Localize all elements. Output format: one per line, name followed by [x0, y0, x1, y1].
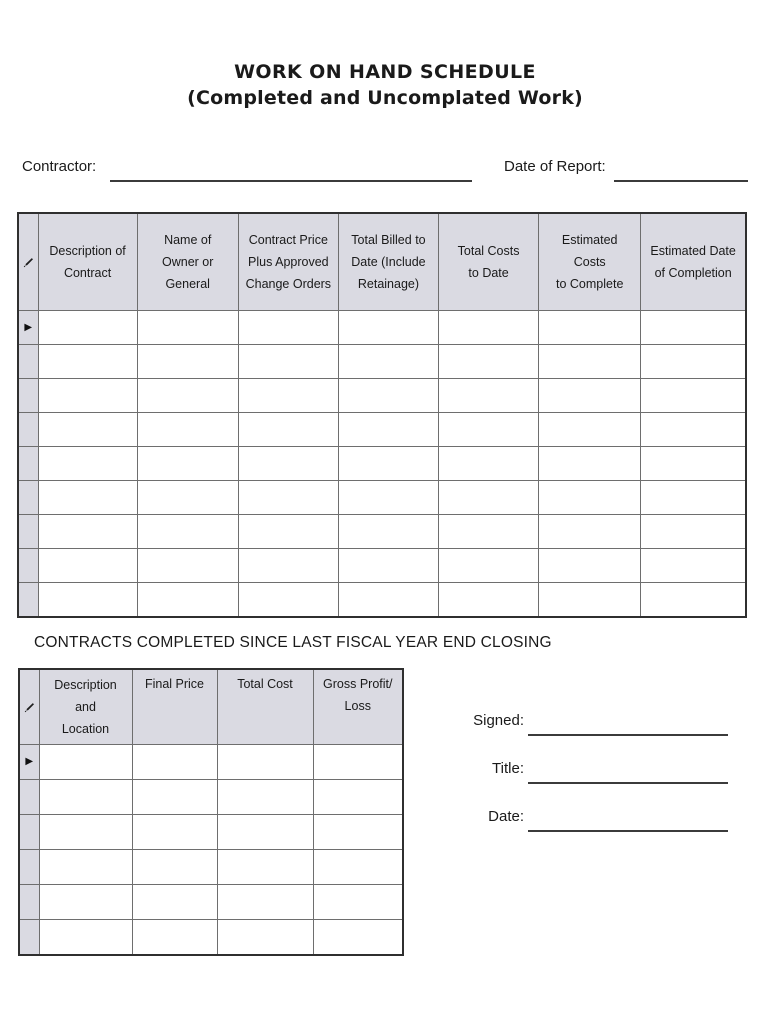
- cell-contract-price[interactable]: [238, 583, 338, 618]
- table-row[interactable]: [19, 885, 403, 920]
- pen-select-icon: [21, 257, 36, 268]
- cell-total-costs-to-date[interactable]: [439, 447, 539, 481]
- row-gutter[interactable]: [18, 413, 38, 447]
- header-line: General: [165, 277, 210, 291]
- cell-estimated-date-of-completion[interactable]: [641, 549, 746, 583]
- cell-description-of-contract[interactable]: [38, 379, 137, 413]
- cell-estimated-costs-to-complete[interactable]: [539, 481, 641, 515]
- cell-total-billed-to-date[interactable]: [338, 583, 438, 618]
- cell-description-of-contract[interactable]: [38, 345, 137, 379]
- header-line: Name of: [164, 233, 212, 247]
- column-header-total-costs-to-date[interactable]: [439, 213, 539, 311]
- header-line: Owner or: [162, 255, 214, 269]
- cell-description-and-location[interactable]: [39, 780, 132, 815]
- completed-contracts-table: [18, 668, 404, 956]
- column-header-description-of-contract[interactable]: [38, 213, 137, 311]
- cell-contract-price[interactable]: [238, 515, 338, 549]
- row-gutter[interactable]: [18, 549, 38, 583]
- column-header-total-billed-to-date[interactable]: [338, 213, 438, 311]
- cell-description-of-contract[interactable]: [38, 481, 137, 515]
- row-marker-triangle-icon: ▶: [25, 756, 34, 767]
- page-subtitle: (Completed and Uncomplated Work): [187, 87, 583, 109]
- cell-estimated-costs-to-complete[interactable]: [539, 447, 641, 481]
- cell-description-of-contract[interactable]: [38, 549, 137, 583]
- cell-total-cost[interactable]: [217, 780, 313, 815]
- cell-final-price[interactable]: [132, 780, 217, 815]
- cell-gross-profit-loss[interactable]: [313, 920, 403, 956]
- cell-name-of-owner-or-general[interactable]: [137, 345, 238, 379]
- header-line: Retainage): [357, 277, 420, 291]
- cell-total-billed-to-date[interactable]: [338, 413, 438, 447]
- cell-final-price[interactable]: [132, 920, 217, 956]
- header-line: Description of: [49, 244, 126, 258]
- cell-total-cost[interactable]: [217, 885, 313, 920]
- table-row[interactable]: [19, 920, 403, 956]
- completed-contracts-table-head: [19, 669, 403, 745]
- cell-total-costs-to-date[interactable]: [439, 311, 539, 345]
- header-line: of Completion: [654, 266, 732, 280]
- table-row[interactable]: [19, 850, 403, 885]
- cell-estimated-date-of-completion[interactable]: [641, 583, 746, 618]
- cell-name-of-owner-or-general[interactable]: [137, 311, 238, 345]
- column-header-estimated-costs-to-complete[interactable]: [539, 213, 641, 311]
- cell-estimated-costs-to-complete[interactable]: [539, 311, 641, 345]
- title-field: [450, 760, 750, 808]
- cell-description-of-contract[interactable]: [38, 447, 137, 481]
- cell-total-cost[interactable]: [217, 920, 313, 956]
- cell-name-of-owner-or-general[interactable]: [137, 515, 238, 549]
- document-title-block: [0, 60, 770, 111]
- table-row[interactable]: [18, 549, 746, 583]
- cell-total-billed-to-date[interactable]: [338, 447, 438, 481]
- header-line: Total Costs: [457, 244, 520, 258]
- table-header-row: [18, 213, 746, 311]
- date-of-report-field: [504, 158, 748, 186]
- row-gutter[interactable]: [18, 583, 38, 618]
- cell-total-costs-to-date[interactable]: [439, 515, 539, 549]
- title-input-line[interactable]: [528, 782, 728, 784]
- date-of-report-input-line[interactable]: [614, 180, 748, 182]
- table-gutter-header[interactable]: [19, 669, 39, 745]
- table-row[interactable]: [18, 481, 746, 515]
- completed-contracts-table-body: [19, 745, 403, 956]
- cell-total-costs-to-date[interactable]: [439, 345, 539, 379]
- header-line: Total Cost: [237, 677, 293, 691]
- table-row[interactable]: [18, 345, 746, 379]
- cell-description-of-contract[interactable]: [38, 413, 137, 447]
- pen-select-icon: [22, 702, 37, 713]
- row-gutter[interactable]: [18, 447, 38, 481]
- cell-estimated-costs-to-complete[interactable]: [539, 345, 641, 379]
- date-of-report-label: Date of Report:: [504, 158, 606, 175]
- column-header-name-of-owner-or-general[interactable]: [137, 213, 238, 311]
- header-line: Contract: [63, 266, 112, 280]
- cell-estimated-date-of-completion[interactable]: [641, 311, 746, 345]
- row-gutter[interactable]: [19, 745, 39, 780]
- cell-estimated-date-of-completion[interactable]: [641, 413, 746, 447]
- work-on-hand-table-head: [18, 213, 746, 311]
- date-label: Date:: [488, 808, 524, 825]
- row-gutter[interactable]: [19, 780, 39, 815]
- cell-final-price[interactable]: [132, 850, 217, 885]
- date-input-line[interactable]: [528, 830, 728, 832]
- cell-contract-price[interactable]: [238, 379, 338, 413]
- cell-description-and-location[interactable]: [39, 850, 132, 885]
- cell-estimated-date-of-completion[interactable]: [641, 379, 746, 413]
- cell-final-price[interactable]: [132, 815, 217, 850]
- contractor-input-line[interactable]: [110, 180, 472, 182]
- column-header-estimated-date-of-completion[interactable]: [641, 213, 746, 311]
- cell-estimated-costs-to-complete[interactable]: [539, 583, 641, 618]
- contractor-label: Contractor:: [22, 158, 97, 175]
- document-meta-row: [0, 158, 770, 188]
- cell-estimated-date-of-completion[interactable]: [641, 515, 746, 549]
- header-line: Total Billed to: [351, 233, 426, 247]
- header-line: Estimated Date: [650, 244, 736, 258]
- signature-block: [450, 712, 750, 856]
- cell-estimated-costs-to-complete[interactable]: [539, 379, 641, 413]
- work-on-hand-table-body: [18, 311, 746, 618]
- cell-description-and-location[interactable]: [39, 920, 132, 956]
- cell-estimated-costs-to-complete[interactable]: [539, 413, 641, 447]
- cell-total-billed-to-date[interactable]: [338, 481, 438, 515]
- cell-name-of-owner-or-general[interactable]: [137, 583, 238, 618]
- cell-total-costs-to-date[interactable]: [439, 379, 539, 413]
- cell-final-price[interactable]: [132, 885, 217, 920]
- cell-name-of-owner-or-general[interactable]: [137, 379, 238, 413]
- cell-estimated-date-of-completion[interactable]: [641, 447, 746, 481]
- column-header-description-and-location[interactable]: [39, 669, 132, 745]
- header-line: to Date: [468, 266, 509, 280]
- cell-name-of-owner-or-general[interactable]: [137, 481, 238, 515]
- cell-total-billed-to-date[interactable]: [338, 379, 438, 413]
- cell-total-billed-to-date[interactable]: [338, 549, 438, 583]
- cell-contract-price[interactable]: [238, 345, 338, 379]
- row-gutter[interactable]: [19, 815, 39, 850]
- header-line: Change Orders: [245, 277, 332, 291]
- cell-gross-profit-loss[interactable]: [313, 850, 403, 885]
- header-line: Description: [54, 678, 117, 692]
- cell-contract-price[interactable]: [238, 413, 338, 447]
- cell-total-billed-to-date[interactable]: [338, 515, 438, 549]
- table-row[interactable]: [19, 745, 403, 780]
- row-gutter[interactable]: [18, 345, 38, 379]
- table-row[interactable]: [19, 780, 403, 815]
- table-row[interactable]: [18, 379, 746, 413]
- header-line: Estimated: [561, 233, 618, 247]
- row-gutter[interactable]: [19, 850, 39, 885]
- header-line: Costs: [573, 255, 606, 269]
- cell-description-and-location[interactable]: [39, 745, 132, 780]
- cell-description-of-contract[interactable]: [38, 583, 137, 618]
- cell-contract-price[interactable]: [238, 447, 338, 481]
- header-line: Location: [61, 722, 110, 736]
- cell-contract-price[interactable]: [238, 481, 338, 515]
- signed-label: Signed:: [473, 712, 524, 729]
- cell-estimated-costs-to-complete[interactable]: [539, 515, 641, 549]
- date-field: [450, 808, 750, 856]
- cell-total-billed-to-date[interactable]: [338, 345, 438, 379]
- header-line: to Complete: [556, 277, 624, 291]
- row-gutter[interactable]: [18, 515, 38, 549]
- table-row[interactable]: [18, 311, 746, 345]
- header-line: Gross Profit/: [323, 677, 393, 691]
- table-row[interactable]: [18, 515, 746, 549]
- row-gutter[interactable]: [18, 311, 38, 345]
- contractor-field: [22, 158, 452, 186]
- cell-total-cost[interactable]: [217, 745, 313, 780]
- row-gutter[interactable]: [18, 481, 38, 515]
- cell-contract-price[interactable]: [238, 549, 338, 583]
- header-line: Final Price: [144, 677, 205, 691]
- cell-name-of-owner-or-general[interactable]: [137, 447, 238, 481]
- row-gutter[interactable]: [18, 379, 38, 413]
- cell-total-costs-to-date[interactable]: [439, 583, 539, 618]
- table-header-row: [19, 669, 403, 745]
- work-on-hand-table: [17, 212, 747, 618]
- cell-total-cost[interactable]: [217, 815, 313, 850]
- column-header-contract-price-plus-approved-change-orders[interactable]: [238, 213, 338, 311]
- cell-name-of-owner-or-general[interactable]: [137, 549, 238, 583]
- table-row[interactable]: [18, 583, 746, 618]
- cell-gross-profit-loss[interactable]: [313, 780, 403, 815]
- cell-contract-price[interactable]: [238, 311, 338, 345]
- cell-gross-profit-loss[interactable]: [313, 745, 403, 780]
- column-header-total-cost[interactable]: [217, 669, 313, 745]
- cell-name-of-owner-or-general[interactable]: [137, 413, 238, 447]
- row-marker-triangle-icon: ▶: [24, 321, 33, 333]
- cell-estimated-date-of-completion[interactable]: [641, 481, 746, 515]
- cell-estimated-date-of-completion[interactable]: [641, 345, 746, 379]
- header-line: Date (Include: [351, 255, 426, 269]
- cell-description-of-contract[interactable]: [38, 311, 137, 345]
- header-line: Plus Approved: [248, 255, 329, 269]
- row-gutter[interactable]: [19, 920, 39, 956]
- page-title: WORK ON HAND SCHEDULE: [234, 61, 536, 83]
- cell-gross-profit-loss[interactable]: [313, 885, 403, 920]
- completed-contracts-heading: CONTRACTS COMPLETED SINCE LAST FISCAL YEAR END CLOSING: [34, 634, 552, 651]
- header-line: Loss: [344, 699, 371, 713]
- column-header-final-price[interactable]: [132, 669, 217, 745]
- signed-field: [450, 712, 750, 760]
- signed-input-line[interactable]: [528, 734, 728, 736]
- header-line: Contract Price: [248, 233, 328, 247]
- cell-total-billed-to-date[interactable]: [338, 311, 438, 345]
- row-gutter[interactable]: [19, 885, 39, 920]
- cell-total-costs-to-date[interactable]: [439, 413, 539, 447]
- table-row[interactable]: [18, 413, 746, 447]
- cell-total-costs-to-date[interactable]: [439, 549, 539, 583]
- title-label: Title:: [492, 760, 524, 777]
- table-gutter-header[interactable]: [18, 213, 38, 311]
- cell-description-and-location[interactable]: [39, 885, 132, 920]
- table-row[interactable]: [19, 815, 403, 850]
- cell-gross-profit-loss[interactable]: [313, 815, 403, 850]
- cell-total-costs-to-date[interactable]: [439, 481, 539, 515]
- cell-description-and-location[interactable]: [39, 815, 132, 850]
- cell-total-cost[interactable]: [217, 850, 313, 885]
- table-row[interactable]: [18, 447, 746, 481]
- cell-estimated-costs-to-complete[interactable]: [539, 549, 641, 583]
- cell-description-of-contract[interactable]: [38, 515, 137, 549]
- header-line: and: [75, 700, 96, 714]
- column-header-gross-profit-loss[interactable]: [313, 669, 403, 745]
- cell-final-price[interactable]: [132, 745, 217, 780]
